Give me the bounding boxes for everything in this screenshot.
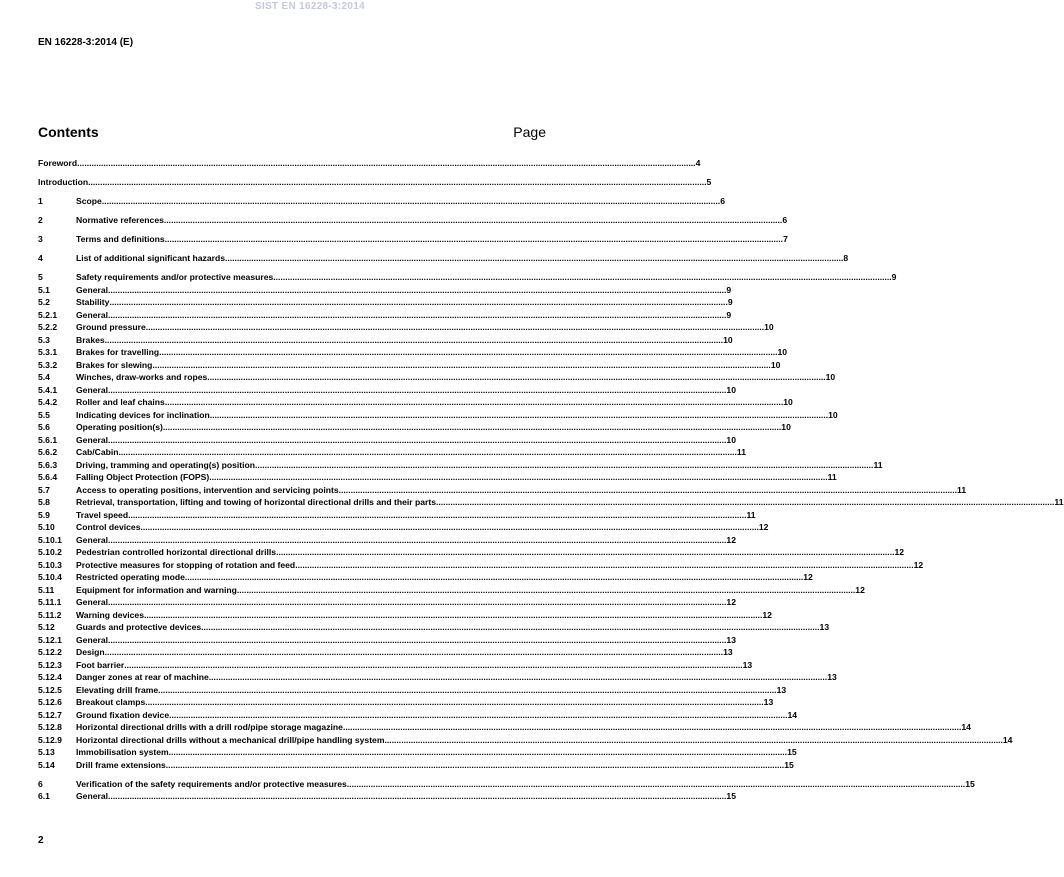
toc-entry-title: Brakes for slewing [76, 359, 153, 370]
toc-dot-leader [295, 559, 913, 572]
toc-entry-number: 5.6.2 [38, 447, 58, 457]
toc-dot-leader [276, 546, 894, 559]
toc-entry-title: Immobilisation system [76, 747, 169, 757]
toc-entry-page: 11 [957, 484, 967, 495]
toc-dot-leader [158, 684, 776, 697]
toc-entry-title: Falling Object Protection (FOPS) [76, 472, 210, 482]
toc-entry-title: Scope [76, 196, 102, 206]
toc-dot-leader [185, 571, 803, 584]
toc-dot-leader [166, 759, 784, 772]
toc-entry[interactable] [38, 233, 788, 246]
toc-entry-number: 5.2.2 [38, 322, 58, 332]
toc-dot-leader [201, 621, 819, 634]
toc-entry-title: Brakes for travelling [76, 347, 160, 357]
toc-dot-leader [165, 396, 783, 409]
toc-entry[interactable] [38, 709, 798, 722]
toc-dot-leader [343, 721, 961, 734]
toc-entry-number: 5.12.5 [38, 684, 62, 695]
toc-dot-leader [108, 309, 726, 322]
toc-entry-page: 9 [726, 284, 732, 295]
toc-entry-number: 6 [38, 778, 43, 789]
toc-dot-leader [145, 696, 763, 709]
toc-dot-leader [169, 709, 787, 722]
toc-entry-page: 10 [825, 372, 836, 382]
toc-entry-number: 5.14 [38, 759, 55, 770]
toc-entry[interactable] [38, 176, 712, 189]
toc-entry-title: Ground pressure [76, 322, 146, 332]
toc-dot-leader [163, 421, 781, 434]
toc-entry-number: 5.12.9 [38, 734, 62, 745]
toc-entry-title: Danger zones at rear of machine [76, 672, 209, 682]
toc-entry-page: 8 [843, 253, 849, 263]
toc-dot-leader [108, 434, 726, 447]
toc-entry[interactable] [38, 214, 788, 227]
toc-entry[interactable] [38, 746, 797, 759]
toc-entry-number: 5.10.2 [38, 547, 62, 557]
toc-entry[interactable] [38, 559, 924, 572]
toc-entry-title: Ground fixation device [76, 709, 170, 720]
toc-dot-leader [128, 509, 746, 522]
toc-entry[interactable] [38, 271, 897, 284]
toc-entry[interactable] [38, 696, 774, 709]
toc-entry-page: 12 [762, 609, 772, 620]
toc-entry-page: 9 [726, 309, 732, 320]
toc-entry-title: Brakes [76, 334, 105, 345]
toc-entry-title: List of additional significant hazards [76, 253, 225, 263]
toc-entry-page: 14 [961, 722, 971, 732]
toc-entry-title: Restricted operating mode [76, 572, 185, 582]
toc-entry-number: 5.12.3 [38, 659, 62, 670]
toc-entry-title: General [76, 284, 109, 295]
toc-dot-leader [210, 409, 828, 422]
toc-entry[interactable] [38, 346, 788, 359]
toc-entry-number: 5.8 [38, 497, 50, 507]
toc-entry-title: Introduction [38, 177, 89, 187]
toc-entry-page: 13 [827, 672, 837, 682]
toc-entry-number: 5.6.1 [38, 434, 58, 445]
toc-entry-number: 5.6 [38, 422, 50, 432]
toc-entry-page: 10 [783, 397, 793, 407]
toc-dot-leader [207, 371, 825, 384]
toc-entry-page: 10 [726, 384, 736, 395]
toc-entry[interactable] [38, 371, 836, 384]
toc-entry-title: General [76, 384, 109, 395]
toc-entry-title: Travel speed [76, 509, 129, 520]
toc-dot-leader [88, 176, 706, 189]
toc-entry-page: 5 [706, 177, 712, 187]
toc-entry-title: Warning devices [76, 609, 144, 620]
toc-entry[interactable] [38, 734, 1013, 747]
toc-entry[interactable] [38, 671, 837, 684]
toc-entry[interactable] [38, 284, 732, 297]
toc-dot-leader [108, 790, 726, 803]
toc-entry-number: 5.12.8 [38, 722, 62, 732]
toc-entry-page: 10 [828, 409, 838, 420]
toc-entry-page: 12 [894, 547, 905, 557]
toc-entry-page: 13 [726, 634, 736, 645]
toc-entry-page: 13 [819, 622, 830, 632]
toc-entry-number: 5.1 [38, 284, 50, 295]
toc-entry-title: Horizontal directional drills with a drill rod/pipe storage magazine [76, 722, 343, 732]
toc-entry[interactable] [38, 496, 1064, 509]
toc-entry-number: 5.12.4 [38, 672, 62, 682]
toc-entry-number: 5.2 [38, 297, 50, 307]
toc-dot-leader [146, 321, 764, 334]
toc-entry-number: 5.11.2 [38, 609, 62, 620]
toc-entry-title: Winches, draw-works and ropes [76, 372, 208, 382]
toc-entry-title: General [76, 534, 109, 545]
toc-entry-number: 5.4.1 [38, 384, 58, 395]
toc-entry-title: Terms and definitions [76, 234, 165, 244]
toc-entry-number: 2 [38, 215, 43, 225]
toc-entry-page: 12 [913, 559, 924, 570]
toc-entry-page: 12 [855, 584, 865, 595]
toc-entry[interactable] [38, 596, 736, 609]
toc-dot-leader [273, 271, 891, 284]
toc-dot-leader [108, 284, 726, 297]
toc-entry[interactable] [38, 534, 736, 547]
toc-entry-page: 15 [726, 791, 736, 801]
toc-entry-page: 11 [746, 509, 756, 520]
toc-entry[interactable] [38, 334, 733, 347]
watermark: SIST EN 16228-3:2014 [255, 1, 365, 12]
toc-entry[interactable] [38, 609, 772, 622]
toc-entry-page: 15 [965, 778, 975, 789]
toc-dot-leader [384, 734, 1002, 747]
toc-entry[interactable] [38, 484, 967, 497]
toc-entry-title: Access to operating positions, intervention and servicing points [76, 484, 339, 495]
toc-entry-page: 11 [827, 472, 837, 482]
toc-entry-title: Pedestrian controlled horizontal directional drills [76, 547, 277, 557]
toc-entry-title: Stability [76, 297, 110, 307]
toc-entry[interactable] [38, 646, 733, 659]
toc-entry[interactable] [38, 546, 905, 559]
toc-entry[interactable] [38, 621, 830, 634]
toc-entry-number: 5.13 [38, 747, 55, 757]
toc-dot-leader [105, 334, 723, 347]
toc-entry-title: Roller and leaf chains [76, 397, 165, 407]
toc-entry-title: Equipment for information and warning [76, 584, 237, 595]
toc-dot-leader [225, 252, 843, 265]
toc-entry-number: 5.4 [38, 372, 50, 382]
toc-entry-page: 9 [891, 272, 897, 282]
toc-entry-number: 5.5 [38, 409, 50, 420]
toc-entry[interactable] [38, 409, 838, 422]
toc-entry-number: 5.2.1 [38, 309, 58, 320]
toc-entry-number: 5 [38, 272, 43, 282]
toc-entry[interactable] [38, 309, 732, 322]
toc-entry-number: 5.10.4 [38, 572, 62, 582]
toc-entry-title: Foreword [38, 158, 78, 168]
toc-entry-number: 5.3.2 [38, 359, 58, 370]
toc-entry-page: 13 [776, 684, 787, 695]
toc-entry-title: Foot barrier [76, 659, 125, 670]
toc-entry-title: Retrieval, transportation, lifting and towing of horizontal directional drills and their parts [76, 497, 437, 507]
toc-entry[interactable] [38, 659, 753, 672]
toc-entry-page: 15 [784, 759, 794, 770]
toc-entry-title: Safety requirements and/or protective measures [76, 272, 274, 282]
contents-title: Contents [38, 124, 99, 140]
toc-dot-leader [347, 778, 965, 791]
toc-entry-page: 11 [1054, 497, 1064, 507]
toc-entry-number: 5.12 [38, 622, 55, 632]
toc-entry-title: Horizontal directional drills without a mechanical drill/pipe handling system [76, 734, 385, 745]
toc-entry[interactable] [38, 195, 725, 208]
toc-dot-leader [209, 671, 827, 684]
standard-reference: EN 16228-3:2014 (E) [38, 37, 134, 48]
toc-entry-page: 10 [723, 334, 733, 345]
toc-entry-page: 6 [720, 196, 725, 206]
toc-dot-leader [165, 233, 783, 246]
toc-entry-page: 13 [742, 659, 753, 670]
toc-entry-page: 10 [726, 434, 736, 445]
toc-dot-leader [124, 659, 742, 672]
toc-entry[interactable] [38, 421, 791, 434]
toc-entry[interactable] [38, 684, 787, 697]
toc-entry-title: Normative references [76, 215, 164, 225]
toc-dot-leader [108, 634, 726, 647]
toc-entry-title: Protective measures for stopping of rotation and feed [76, 559, 296, 570]
toc-entry[interactable] [38, 359, 781, 372]
toc-entry[interactable] [38, 459, 883, 472]
toc-entry[interactable] [38, 584, 865, 597]
toc-entry-number: 5.10.1 [38, 534, 62, 545]
toc-entry-page: 6 [782, 215, 788, 225]
toc-entry-page: 4 [695, 158, 701, 168]
toc-entry-number: 1 [38, 196, 43, 206]
toc-entry-title: Indicating devices for inclination [76, 409, 210, 420]
toc-dot-leader [108, 384, 726, 397]
toc-entry-page: 10 [781, 422, 791, 432]
toc-entry-title: Design [76, 647, 105, 657]
toc-entry[interactable] [38, 759, 794, 772]
toc-entry-title: Drill frame extensions [76, 759, 166, 770]
toc-entry-page: 11 [873, 459, 883, 470]
toc-entry-page: 12 [758, 522, 769, 532]
toc-entry-number: 5.3.1 [38, 347, 58, 357]
toc-dot-leader [164, 214, 782, 227]
toc-entry-page: 12 [726, 597, 736, 607]
toc-entry-number: 5.6.3 [38, 459, 58, 470]
toc-entry-number: 5.12.2 [38, 647, 62, 657]
toc-entry-title: General [76, 434, 109, 445]
toc-entry[interactable] [38, 157, 701, 170]
toc-entry-title: Elevating drill frame [76, 684, 159, 695]
toc-entry-title: Driving, tramming and operating(s) position [76, 459, 256, 470]
toc-entry[interactable] [38, 321, 774, 334]
toc-dot-leader [339, 484, 957, 497]
toc-entry-page: 14 [787, 709, 798, 720]
toc-entry[interactable] [38, 790, 736, 803]
toc-entry[interactable] [38, 252, 849, 265]
toc-entry[interactable] [38, 434, 736, 447]
toc-dot-leader [144, 609, 762, 622]
toc-entry-number: 3 [38, 234, 43, 244]
toc-entry-number: 5.11.1 [38, 597, 62, 607]
toc-entry-page: 13 [723, 647, 733, 657]
toc-dot-leader [169, 746, 787, 759]
toc-entry-number: 6.1 [38, 791, 50, 801]
toc-entry[interactable] [38, 396, 793, 409]
toc-entry-page: 15 [787, 747, 797, 757]
toc-entry-title: Control devices [76, 522, 141, 532]
toc-dot-leader [140, 521, 758, 534]
toc-entry[interactable] [38, 446, 746, 459]
toc-entry-page: 9 [727, 297, 733, 307]
toc-entry[interactable] [38, 521, 769, 534]
toc-entry-number: 5.10 [38, 522, 55, 532]
toc-entry-page: 13 [763, 697, 774, 707]
toc-entry-number: 5.9 [38, 509, 50, 520]
toc-entry[interactable] [38, 509, 756, 522]
toc-entry[interactable] [38, 384, 736, 397]
toc-entry-title: General [76, 634, 109, 645]
toc-entry-page: 10 [764, 322, 774, 332]
toc-entry-title: General [76, 309, 109, 320]
toc-entry-title: Breakout clamps [76, 697, 146, 707]
toc-entry[interactable] [38, 471, 837, 484]
toc-entry-page: 12 [803, 572, 813, 582]
toc-entry-title: Cab/Cabin [76, 447, 119, 457]
toc-dot-leader [209, 471, 827, 484]
toc-entry-number: 5.11 [38, 584, 55, 595]
toc-entry-page: 10 [777, 347, 788, 357]
toc-dot-leader [255, 459, 873, 472]
toc-entry[interactable] [38, 296, 733, 309]
toc-entry-title: General [76, 597, 109, 607]
toc-entry-page: 14 [1002, 734, 1013, 745]
toc-entry[interactable] [38, 634, 736, 647]
toc-entry-page: 12 [726, 534, 736, 545]
toc-entry[interactable] [38, 778, 975, 791]
toc-entry-title: Verification of the safety requirements and/or protective measures [76, 778, 347, 789]
toc-entry-number: 4 [38, 253, 43, 263]
toc-entry-title: Operating position(s) [76, 422, 163, 432]
toc-entry-number: 5.10.3 [38, 559, 62, 570]
toc-dot-leader [152, 359, 770, 372]
toc-dot-leader [119, 446, 737, 459]
toc-entry-page: 10 [770, 359, 781, 370]
toc-dot-leader [159, 346, 777, 359]
toc-dot-leader [102, 195, 720, 208]
page-column-label: Page [513, 124, 546, 140]
page-number: 2 [38, 835, 44, 846]
toc-entry-title: General [76, 791, 109, 801]
table-of-contents [38, 157, 1064, 803]
toc-dot-leader [77, 157, 695, 170]
toc-dot-leader [237, 584, 855, 597]
toc-entry[interactable] [38, 571, 813, 584]
toc-entry-number: 5.12.1 [38, 634, 62, 645]
toc-entry-page: 7 [783, 234, 788, 244]
toc-entry-number: 5.12.6 [38, 697, 62, 707]
toc-dot-leader [436, 496, 1054, 509]
toc-entry-number: 5.12.7 [38, 709, 62, 720]
toc-entry-title: Guards and protective devices [76, 622, 202, 632]
toc-dot-leader [108, 534, 726, 547]
toc-dot-leader [108, 596, 726, 609]
toc-dot-leader [105, 646, 723, 659]
toc-entry-number: 5.4.2 [38, 397, 58, 407]
toc-entry-number: 5.7 [38, 484, 50, 495]
toc-entry[interactable] [38, 721, 971, 734]
toc-entry-number: 5.6.4 [38, 472, 58, 482]
toc-entry-number: 5.3 [38, 334, 50, 345]
toc-dot-leader [109, 296, 727, 309]
toc-entry-page: 11 [736, 447, 746, 457]
